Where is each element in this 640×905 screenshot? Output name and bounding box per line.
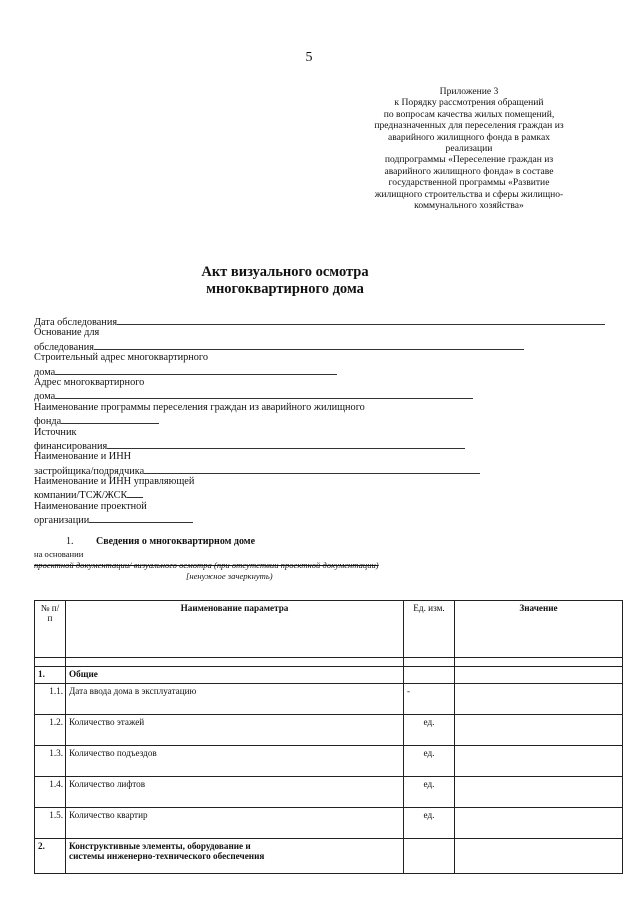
basis-label: на основании: [34, 549, 84, 559]
table-row: [35, 777, 623, 808]
table-spacer-row: [35, 658, 623, 667]
appendix-line: подпрограммы «Переселение граждан из: [384, 154, 554, 166]
row-num: 1.2.: [35, 715, 66, 746]
table-row: [35, 808, 623, 839]
table-row: [35, 746, 623, 777]
unit-cell: [404, 839, 455, 874]
appendix-line: коммунального хозяйства»: [414, 200, 524, 212]
field-label: Наименование программы переселения граждан из аварийного жилищного: [34, 401, 365, 413]
document-title: [150, 264, 420, 298]
field-address[interactable]: [34, 389, 614, 401]
field-label: Источник: [34, 426, 77, 438]
row-name: Количество лифтов: [66, 777, 404, 808]
table-row: [35, 715, 623, 746]
inspection-fields: [34, 315, 614, 526]
appendix-line: аварийного жилищного фонда в рамках: [387, 131, 550, 143]
group-name: Общие: [66, 667, 404, 684]
spacer-cell: [455, 658, 623, 667]
field-label-row: [34, 402, 614, 414]
blank-line[interactable]: [144, 464, 480, 474]
field-label: дома: [34, 366, 56, 378]
appendix-line: аварийного жилищного фонда» в составе: [384, 165, 554, 177]
spacer-cell: [404, 658, 455, 667]
field-basis[interactable]: [34, 340, 614, 352]
row-unit: -: [404, 684, 455, 715]
section-basis: [34, 549, 379, 582]
field-design-org[interactable]: [34, 513, 614, 525]
field-label: Наименование и ИНН: [34, 451, 132, 463]
spacer-cell: [66, 658, 404, 667]
field-label: организации: [34, 515, 90, 527]
blank-line[interactable]: [55, 389, 473, 399]
row-unit: ед.: [404, 808, 455, 839]
blank-line[interactable]: [117, 315, 605, 325]
field-label-row: [34, 427, 614, 439]
blank-line[interactable]: [89, 513, 193, 523]
table-group-row: [35, 839, 623, 874]
page-number: 5: [305, 50, 313, 65]
field-label: Строительный адрес многоквартирного: [34, 352, 209, 364]
field-label-row: [34, 377, 614, 389]
row-num: 1.4.: [35, 777, 66, 808]
field-label: обследования: [34, 341, 94, 353]
row-num: 1.1.: [35, 684, 66, 715]
blank-line[interactable]: [127, 488, 143, 498]
value-cell[interactable]: [455, 777, 623, 808]
field-date[interactable]: [34, 315, 614, 327]
field-label: фонда: [34, 416, 62, 428]
section-title: Сведения о многоквартирном доме: [96, 536, 256, 547]
field-label-row: [34, 451, 614, 463]
table-header-row: [35, 601, 623, 658]
row-num: 1.3.: [35, 746, 66, 777]
row-name: Количество квартир: [66, 808, 404, 839]
row-name: Количество подъездов: [66, 746, 404, 777]
group-num: 2.: [35, 839, 66, 874]
value-cell[interactable]: [455, 715, 623, 746]
field-label-row: [34, 501, 614, 513]
field-label: Наименование и ИНН управляющей: [34, 476, 195, 488]
value-cell[interactable]: [455, 684, 623, 715]
field-label-row: [34, 352, 614, 364]
field-financing[interactable]: [34, 439, 614, 451]
table-group-row: [35, 667, 623, 684]
field-label-row: [34, 327, 614, 339]
appendix-line: жилищного строительства и сферы жилищно-: [374, 188, 564, 200]
blank-line[interactable]: [107, 439, 465, 449]
field-label: компании/ТСЖ/ЖСК: [34, 490, 128, 502]
basis-text: проектной документации/ визуального осмотра (при отсутствии проектной документации): [34, 560, 379, 570]
appendix-line: предназначенных для переселения граждан из: [374, 120, 564, 132]
section-number: 1.: [66, 536, 74, 547]
blank-line[interactable]: [94, 340, 524, 350]
blank-line[interactable]: [55, 365, 337, 375]
value-cell[interactable]: [455, 667, 623, 684]
row-unit: ед.: [404, 715, 455, 746]
group-name: [66, 839, 404, 874]
group-name-line: системы инженерно-технического обеспечения: [69, 851, 265, 861]
field-label: Наименование проектной: [34, 500, 147, 512]
appendix-line: к Порядку рассмотрения обращений: [394, 97, 544, 109]
field-label: дома: [34, 391, 56, 403]
row-unit: ед.: [404, 777, 455, 808]
section-heading: [66, 536, 255, 547]
spacer-cell: [35, 658, 66, 667]
blank-line[interactable]: [61, 414, 159, 424]
basis-note: [ненужное зачеркнуть): [186, 571, 273, 581]
header-name: Наименование параметра: [66, 601, 404, 658]
row-unit: ед.: [404, 746, 455, 777]
unit-cell: [404, 667, 455, 684]
field-manager[interactable]: [34, 488, 614, 500]
field-label: финансирования: [34, 440, 108, 452]
field-label: Основание для: [34, 327, 100, 339]
value-cell[interactable]: [455, 839, 623, 874]
header-num: № п/ п: [35, 601, 66, 658]
field-label: Дата обследования: [34, 317, 118, 328]
parameters-table: [34, 600, 623, 874]
appendix-line: реализации: [445, 143, 493, 155]
field-label-row: [34, 476, 614, 488]
table-row: [35, 684, 623, 715]
field-program[interactable]: [34, 414, 614, 426]
title-line: многоквартирного дома: [206, 281, 364, 297]
appendix-line: по вопросам качества жилых помещений,: [383, 108, 555, 120]
appendix-note: [344, 86, 594, 211]
header-value: Значение: [455, 601, 623, 658]
appendix-line: государственной программы «Развитие: [388, 177, 550, 189]
row-name: Количество этажей: [66, 715, 404, 746]
row-name: Дата ввода дома в эксплуатацию: [66, 684, 404, 715]
header-unit: Ед. изм.: [404, 601, 455, 658]
row-num: 1.5.: [35, 808, 66, 839]
value-cell[interactable]: [455, 808, 623, 839]
group-num: 1.: [35, 667, 66, 684]
appendix-line: Приложение 3: [439, 86, 499, 97]
field-build-address[interactable]: [34, 365, 614, 377]
field-label: застройщика/подрядчика: [34, 465, 145, 477]
field-label: Адрес многоквартирного: [34, 376, 145, 388]
title-line: Акт визуального осмотра: [201, 264, 369, 280]
group-name-line: Конструктивные элементы, оборудование и: [69, 841, 251, 851]
value-cell[interactable]: [455, 746, 623, 777]
field-developer[interactable]: [34, 464, 614, 476]
